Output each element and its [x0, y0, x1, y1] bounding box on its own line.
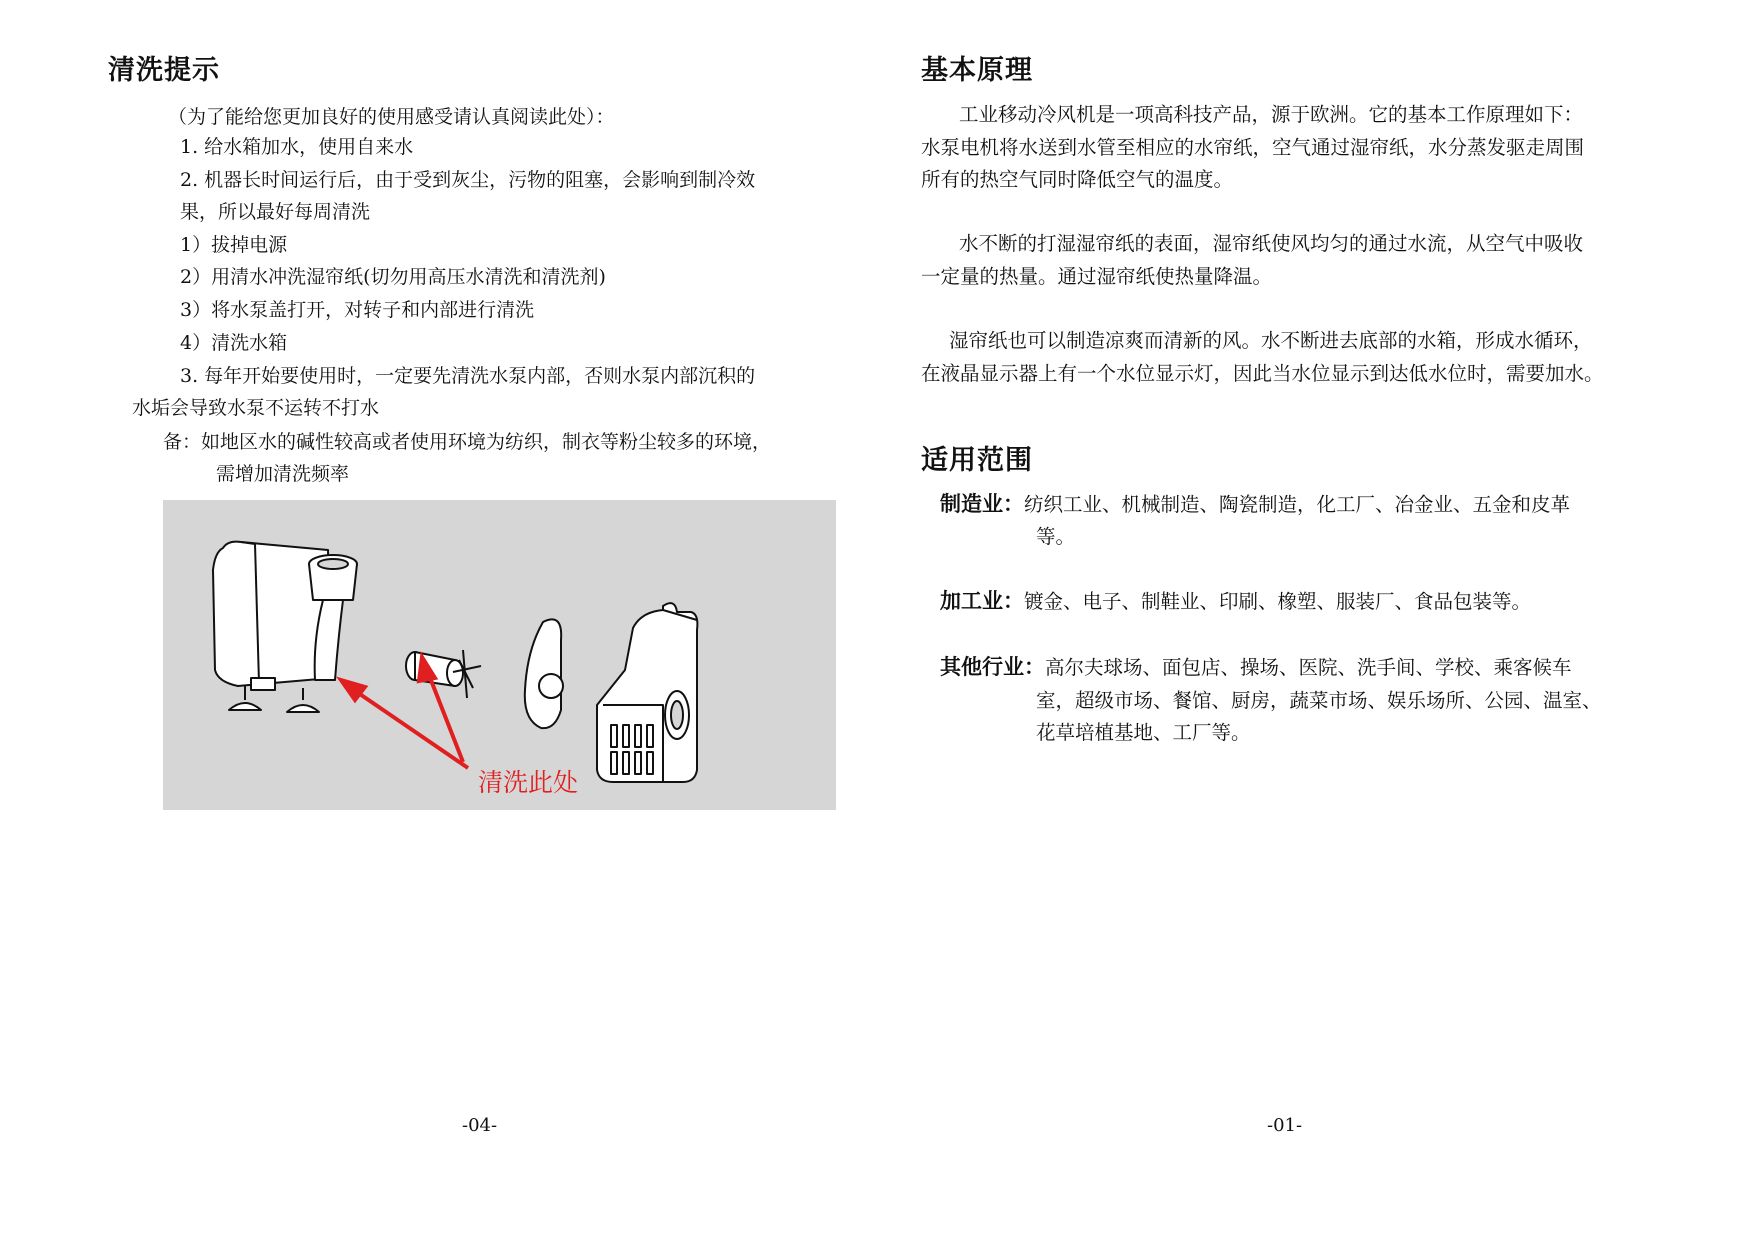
item-3-line-1: 3. 每年开始要使用时，一定要先清洗水泵内部，否则水泵内部沉积的: [180, 365, 756, 387]
sub-step-2: 2）用清水冲洗湿帘纸(切勿用高压水清洗和清洗剂): [180, 266, 606, 288]
proc-label: 加工业：: [940, 589, 1024, 613]
principle-p1-line-1: 工业移动冷风机是一项高科技产品，源于欧洲。它的基本工作原理如下：: [959, 103, 1584, 126]
mfg-line-2: 等。: [1036, 525, 1076, 548]
mfg-row: [940, 488, 1570, 521]
item-2-line-1: 2. 机器长时间运行后，由于受到灰尘，污物的阻塞，会影响到制冷效: [180, 169, 756, 191]
note-line-2: 需增加清洗频率: [216, 463, 350, 485]
other-line-3: 花草培植基地、工厂等。: [1036, 721, 1251, 744]
cleaning-tips-heading: 清洗提示: [108, 55, 220, 86]
principle-heading: 基本原理: [921, 55, 1033, 86]
note-line-1: 备：如地区水的碱性较高或者使用环境为纺织，制衣等粉尘较多的环境，: [163, 431, 772, 453]
other-line-2: 室，超级市场、餐馆、厨房，蔬菜市场、娱乐场所、公园、温室、: [1036, 689, 1602, 712]
principle-p1-line-2: 水泵电机将水送到水管至相应的水帘纸，空气通过湿帘纸，水分蒸发驱走周围: [921, 136, 1585, 159]
other-line-1: 高尔夫球场、面包店、操场、医院、洗手间、学校、乘客候车: [1045, 656, 1572, 679]
principle-p1-line-3: 所有的热空气同时降低空气的温度。: [921, 168, 1234, 191]
item-1: 1. 给水箱加水，使用自来水: [180, 136, 414, 158]
other-row: [940, 651, 1572, 684]
proc-line-1: 镀金、电子、制鞋业、印刷、橡塑、服装厂、食品包装等。: [1024, 590, 1532, 613]
sub-step-3: 3）将水泵盖打开，对转子和内部进行清洗: [180, 299, 535, 321]
page-number-right: -01-: [1267, 1115, 1303, 1136]
sub-step-1: 1）拔掉电源: [180, 234, 288, 256]
principle-p3-line-1: 湿帘纸也可以制造凉爽而清新的风。水不断进去底部的水箱，形成水循环，: [949, 329, 1593, 352]
principle-p2-line-1: 水不断的打湿湿帘纸的表面，湿帘纸使风均匀的通过水流，从空气中吸收: [959, 232, 1584, 255]
other-label: 其他行业：: [940, 655, 1045, 679]
sub-step-4: 4）清洗水箱: [180, 332, 288, 354]
principle-p3-line-2: 在液晶显示器上有一个水位显示灯，因此当水位显示到达低水位时，需要加水。: [921, 362, 1604, 385]
mfg-line-1: 纺织工业、机械制造、陶瓷制造，化工厂、冶金业、五金和皮革: [1024, 493, 1571, 516]
pump-parts-figure: [163, 500, 836, 810]
scope-heading: 适用范围: [921, 445, 1033, 476]
principle-p2-line-2: 一定量的热量。通过湿帘纸使热量降温。: [921, 265, 1273, 288]
page-number-left: -04-: [462, 1115, 498, 1136]
proc-row: [940, 585, 1531, 618]
figure-callout-label: 清洗此处: [478, 768, 579, 797]
mfg-label: 制造业：: [940, 492, 1024, 516]
right-page: [877, 0, 1754, 1241]
item-3-line-2: 水垢会导致水泵不运转不打水: [132, 397, 380, 419]
item-2-line-2: 果，所以最好每周清洗: [180, 201, 371, 223]
intro-text: （为了能给您更加良好的使用感受请认真阅读此处）：: [168, 106, 615, 128]
